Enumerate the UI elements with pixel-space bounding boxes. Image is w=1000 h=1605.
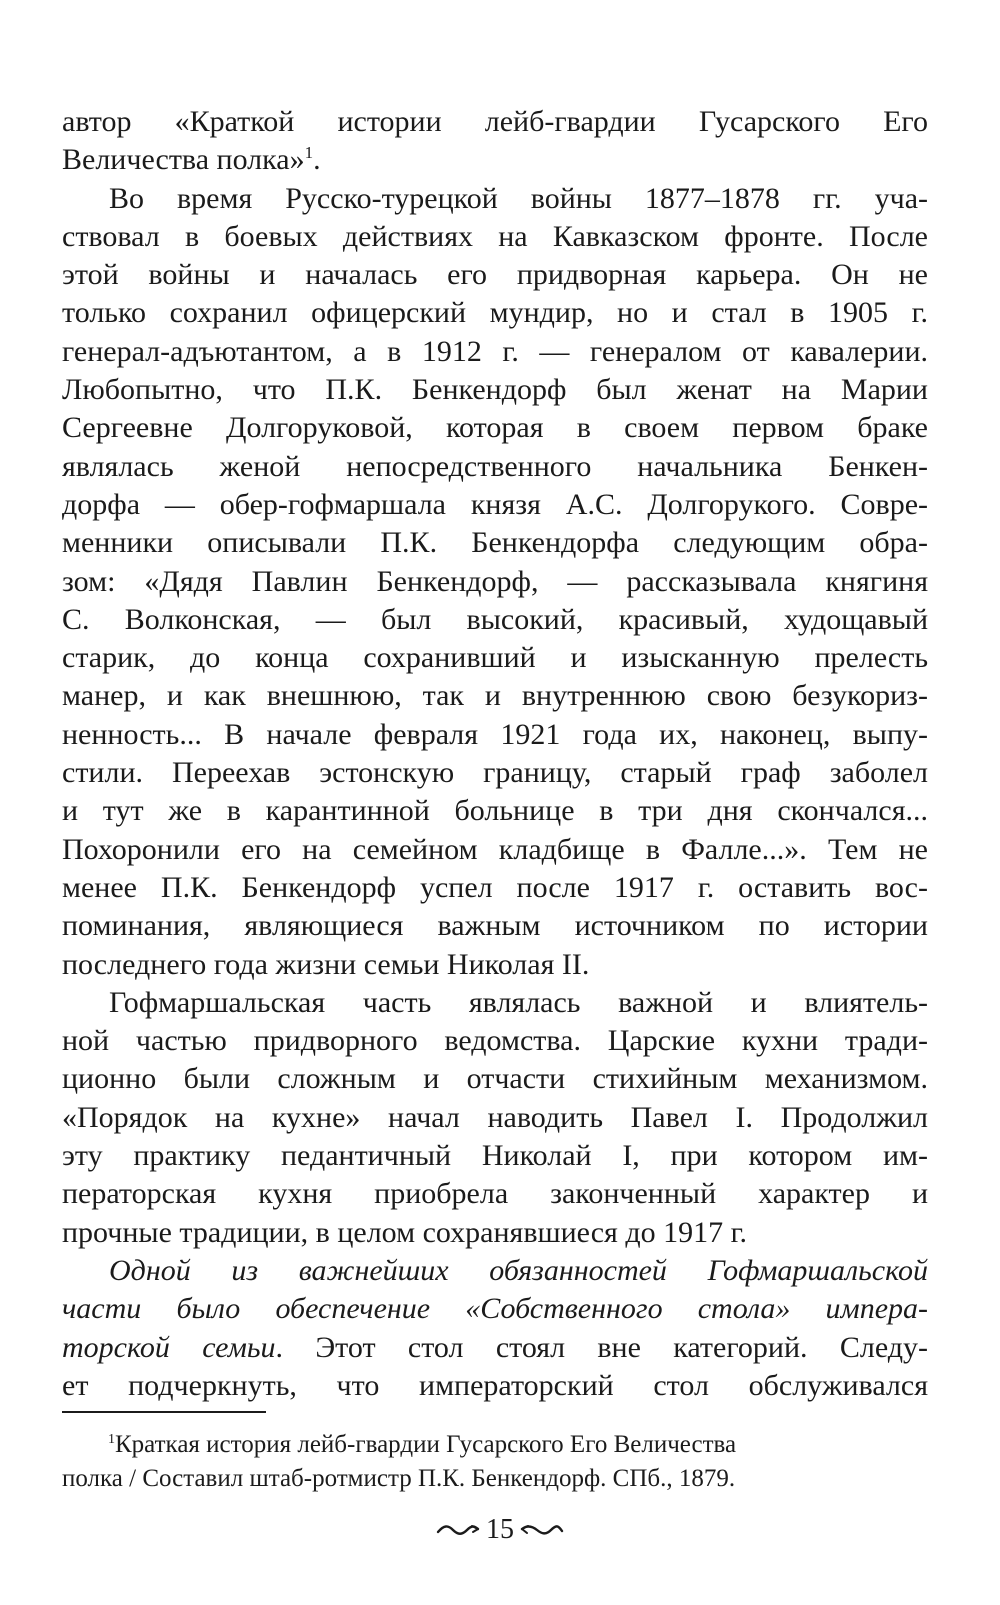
text-line: зом: «Дядя Павлин Бенкендорф, — рассказывала княгиня xyxy=(62,564,928,598)
footnote-divider xyxy=(62,1411,266,1413)
italic-fragment: торской семьи xyxy=(62,1330,276,1364)
text-line: Любопытно, что П.К. Бенкендорф был женат на Марии xyxy=(62,373,928,407)
paragraph-first-line: Во время Русско-турецкой войны 1877–1878 гг. уча- xyxy=(109,181,928,215)
footnote-reference: 1 xyxy=(304,143,314,163)
body-text xyxy=(62,103,928,1405)
wave-ornament-icon xyxy=(436,1523,480,1537)
wave-ornament-icon xyxy=(520,1523,564,1537)
text-line: последнего года жизни семьи Николая II. xyxy=(62,947,590,981)
page-folio xyxy=(0,1510,1000,1548)
text-line: старик, до конца сохранивший и изысканную прелесть xyxy=(62,641,928,675)
text-line: ствовал в боевых действиях на Кавказском фронте. После xyxy=(62,219,928,253)
footnote xyxy=(62,1428,928,1496)
text-line: ет подчеркнуть, что императорский стол обслуживался xyxy=(62,1368,928,1402)
text-line: Похоронили его на семейном кладбище в Фалле...». Тем не xyxy=(62,832,928,866)
text-line: эту практику педантичный Николай I, при котором им- xyxy=(62,1139,928,1173)
text-line: менее П.К. Бенкендорф успел после 1917 г. оставить вос- xyxy=(62,870,928,904)
footnote-line: полка / Составил штаб-ротмистр П.К. Бенкендорф. СПб., 1879. xyxy=(62,1465,736,1492)
text-line xyxy=(62,1329,928,1367)
text-line: и тут же в карантинной больнице в три дня скончался... xyxy=(62,794,928,828)
footnote-marker: 1 xyxy=(108,1432,115,1447)
text-fragment: . Этот стол стоял вне категорий. Следу- xyxy=(275,1330,928,1364)
text-line: стили. Переехав эстонскую границу, старый граф заболел xyxy=(62,756,928,790)
text-line: генерал-адъютантом, а в 1912 г. — генералом от кавалерии. xyxy=(62,334,928,368)
text-line: «Порядок на кухне» начал наводить Павел I. Продолжил xyxy=(62,1100,928,1134)
text-line: поминания, являющиеся важным источником по истории xyxy=(62,909,928,943)
page-number: 15 xyxy=(486,1513,514,1545)
paragraph-first-line: Гофмаршальская часть являлась важной и влиятель- xyxy=(109,985,928,1019)
footnote-text: Краткая история лейб-гвардии Гусарского Его Величества xyxy=(115,1431,737,1458)
footnote-line xyxy=(62,1428,928,1462)
text-line: дорфа — обер-гофмаршала князя А.С. Долгорукого. Совре- xyxy=(62,487,928,521)
text-line: Величества полка»$^1$. xyxy=(62,143,321,177)
text-line: части было обеспечение «Собственного стола» импера- xyxy=(62,1292,928,1326)
text-line: ненность... В начале февраля 1921 года их, наконец, выпу- xyxy=(62,717,928,751)
text-line: ператорская кухня приобрела законченный характер и xyxy=(62,1177,928,1211)
text-line: являлась женой непосредственного начальника Бенкен- xyxy=(62,449,928,483)
text-line: прочные традиции, в целом сохранявшиеся до 1917 г. xyxy=(62,1215,748,1249)
text-line: только сохранил офицерский мундир, но и стал в 1905 г. xyxy=(62,296,928,330)
text-line: ционно были сложным и отчасти стихийным механизмом. xyxy=(62,1062,928,1096)
text-line: менники описывали П.К. Бенкендорфа следующим обра- xyxy=(62,526,928,560)
text-line: С. Волконская, — был высокий, красивый, худощавый xyxy=(62,602,928,636)
text-line: манер, и как внешнюю, так и внутреннюю свою безукориз- xyxy=(62,679,928,713)
text-fragment: Величества полка» xyxy=(62,143,305,177)
text-line: автор «Краткой истории лейб-гвардии Гусарского Его xyxy=(62,105,928,138)
paragraph-first-line: Одной из важнейших обязанностей Гофмаршальской xyxy=(109,1253,928,1287)
text-line: ной частью придворного ведомства. Царские кухни тради- xyxy=(62,1024,928,1058)
text-line: Сергеевне Долгоруковой, которая в своем первом браке xyxy=(62,411,928,445)
text-line: этой войны и началась его придворная карьера. Он не xyxy=(62,258,928,292)
